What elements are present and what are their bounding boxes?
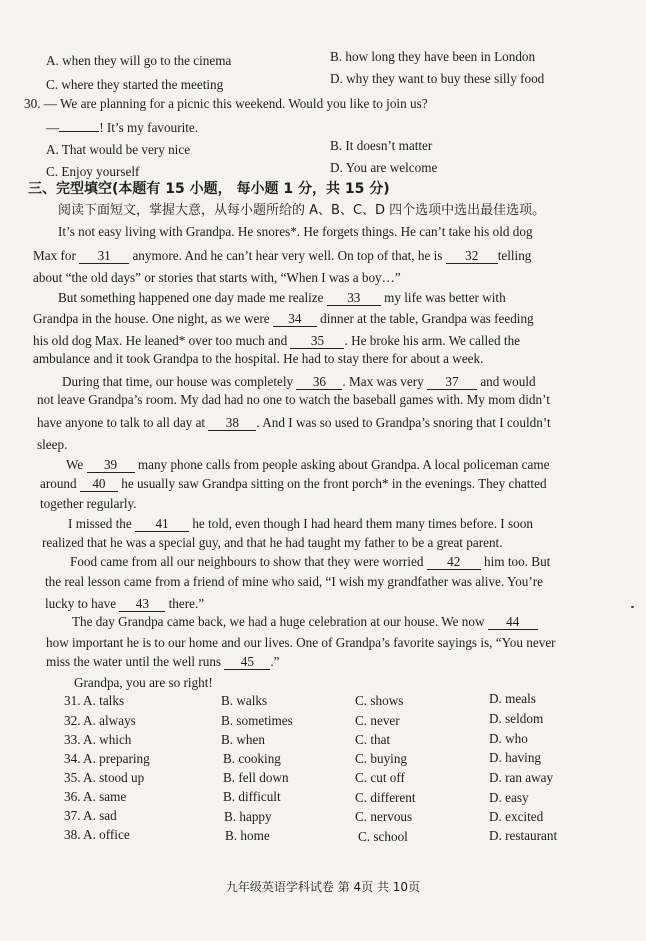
blank-32: 32 xyxy=(446,249,498,264)
choice-34b: B. cooking xyxy=(223,751,281,766)
option-b: B. how long they have been in London xyxy=(330,49,536,64)
choice-32a: 32. A. always xyxy=(64,713,136,728)
blank-36: 36 xyxy=(296,375,342,390)
text: his old dog Max. He leaned* over too much and xyxy=(33,333,288,348)
blank-33: 33 xyxy=(327,291,381,306)
choice-33b: B. when xyxy=(221,732,265,747)
choice-34d: D. having xyxy=(489,750,542,765)
passage-line: how important he is to our home and our lives. One of Grandpa’s favorite sayings is, “You never xyxy=(46,635,556,650)
page-footer: 九年级英语学科试卷 第 4页 共 10页 xyxy=(225,880,421,894)
passage-line: sleep. xyxy=(37,437,68,452)
choice-37b: B. happy xyxy=(224,809,272,824)
choice-31c: C. shows xyxy=(355,693,404,708)
choice-37c: C. nervous xyxy=(355,809,413,824)
passage-line: the real lesson came from a friend of mine who said, “I wish my grandfather was alive. You’re xyxy=(45,574,544,589)
blank-37: 37 xyxy=(427,375,477,390)
blank-45: 45 xyxy=(224,655,270,670)
scan-speck xyxy=(631,606,634,608)
blank-40: 40 xyxy=(80,477,118,492)
passage-line: about “the old days” or stories that starts with, “When I was a boy…” xyxy=(33,270,401,285)
section-instruction: 阅读下面短文，掌握大意，从每小题所给的 A、B、C、D 四个选项中选出最佳选项。 xyxy=(58,203,546,218)
text: and would xyxy=(480,374,536,389)
text: .” xyxy=(270,654,280,669)
section-heading: 三、完型填空(本题有 15 小题， 每小题 1 分，共 15 分) xyxy=(28,181,390,197)
passage-line: It’s not easy living with Grandpa. He snores*. He forgets things. He can’t take his old dog xyxy=(58,224,533,239)
blank-34: 34 xyxy=(273,312,317,327)
blank-39: 39 xyxy=(87,458,135,473)
text: him too. But xyxy=(484,554,551,569)
text: he usually saw Grandpa sitting on the front porch* in the evenings. They chatted xyxy=(121,476,547,491)
text: Food came from all our neighbours to show that they were worried xyxy=(70,554,424,569)
passage-line xyxy=(33,311,534,327)
blank-42: 42 xyxy=(427,555,481,570)
passage-line: ambulance and it took Grandpa to the hospital. He had to stay there for about a week. xyxy=(33,351,484,366)
option-a: A. when they will go to the cinema xyxy=(46,53,232,68)
passage-line xyxy=(40,476,547,492)
answer-suffix: ! It’s my favourite. xyxy=(99,120,199,135)
passage-line xyxy=(62,374,536,390)
passage-line: together regularly. xyxy=(40,496,137,511)
blank-44: 44 xyxy=(488,615,538,630)
choice-34c: C. buying xyxy=(355,751,408,766)
option-c: C. where they started the meeting xyxy=(46,77,224,92)
choice-36b: B. difficult xyxy=(223,789,281,804)
choice-31b: B. walks xyxy=(221,693,268,708)
text: The day Grandpa came back, we had a huge celebration at our house. We now xyxy=(72,614,485,629)
answer-prefix: — xyxy=(46,120,60,135)
blank-43: 43 xyxy=(119,597,165,612)
text: Grandpa in the house. One night, as we were xyxy=(33,311,270,326)
text: But something happened one day made me realize xyxy=(58,290,324,305)
blank-35: 35 xyxy=(290,334,344,349)
passage-line xyxy=(46,654,280,670)
text: . He broke his arm. We called the xyxy=(344,333,521,348)
text: During that time, our house was completely xyxy=(62,374,294,389)
choice-38d: D. restaurant xyxy=(489,828,558,843)
choice-38a: 38. A. office xyxy=(64,827,130,842)
choice-37d: D. excited xyxy=(489,809,544,824)
passage-line: realized that he was a special guy, and that he had taught my father to be a great parent. xyxy=(42,535,503,550)
choice-33d: D. who xyxy=(489,731,528,746)
choice-36c: C. different xyxy=(355,790,416,805)
text: he told, even though I had heard them many times before. I soon xyxy=(192,516,533,531)
text: We xyxy=(66,457,84,472)
choice-31d: D. meals xyxy=(489,691,536,706)
passage-line xyxy=(70,554,550,570)
question-30-answer-line xyxy=(46,120,198,136)
choice-32d: D. seldom xyxy=(489,711,544,726)
choice-33c: C. that xyxy=(355,732,391,747)
text: around xyxy=(40,476,77,491)
choice-31a: 31. A. talks xyxy=(64,693,125,708)
text: anymore. And he can’t hear very well. On top of that, he is xyxy=(132,248,443,263)
text: dinner at the table, Grandpa was feeding xyxy=(320,311,534,326)
text: I missed the xyxy=(68,516,132,531)
choice-38c: C. school xyxy=(358,829,408,844)
option-d: D. why they want to buy these silly food xyxy=(330,71,545,86)
text: miss the water until the well runs xyxy=(46,654,222,669)
passage-line xyxy=(66,457,549,473)
answer-blank-30 xyxy=(59,131,99,132)
text: . And I was so used to Grandpa’s snoring that I couldn’t xyxy=(256,415,551,430)
choice-32c: C. never xyxy=(355,713,400,728)
text: Max for xyxy=(33,248,76,263)
q30-option-d: D. You are welcome xyxy=(330,160,438,175)
text: telling xyxy=(497,248,532,263)
choice-34a: 34. A. preparing xyxy=(64,751,150,766)
choice-32b: B. sometimes xyxy=(221,713,293,728)
blank-38: 38 xyxy=(208,416,256,431)
blank-31: 31 xyxy=(79,249,129,264)
text: . Max was very xyxy=(342,374,424,389)
q30-option-c: C. Enjoy yourself xyxy=(46,164,140,179)
passage-line xyxy=(58,290,506,306)
q30-option-b: B. It doesn’t matter xyxy=(330,138,433,153)
choice-36a: 36. A. same xyxy=(64,789,127,804)
text: have anyone to talk to all day at xyxy=(37,415,206,430)
choice-35d: D. ran away xyxy=(489,770,554,785)
choice-38b: B. home xyxy=(225,828,270,843)
choice-37a: 37. A. sad xyxy=(64,808,117,823)
passage-closing: Grandpa, you are so right! xyxy=(74,675,213,690)
passage-line xyxy=(68,516,533,532)
text: lucky to have xyxy=(45,596,117,611)
passage-line: not leave Grandpa’s room. My dad had no one to watch the baseball games with. My mom didn’t xyxy=(37,392,550,407)
passage-line xyxy=(37,415,551,431)
passage-line xyxy=(72,614,538,630)
question-30: 30. — We are planning for a picnic this weekend. Would you like to join us? xyxy=(24,96,428,111)
choice-33a: 33. A. which xyxy=(64,732,132,747)
text: many phone calls from people asking about Grandpa. A local policeman came xyxy=(137,457,550,472)
blank-41: 41 xyxy=(135,517,189,532)
passage-line xyxy=(33,248,531,264)
q30-option-a: A. That would be very nice xyxy=(46,142,191,157)
text: there.” xyxy=(168,596,205,611)
choice-36d: D. easy xyxy=(489,790,529,805)
choice-35b: B. fell down xyxy=(223,770,289,785)
passage-line xyxy=(45,596,204,612)
text: my life was better with xyxy=(384,290,506,305)
choice-35c: C. cut off xyxy=(355,770,405,785)
passage-line xyxy=(33,333,520,349)
choice-35a: 35. A. stood up xyxy=(64,770,145,785)
